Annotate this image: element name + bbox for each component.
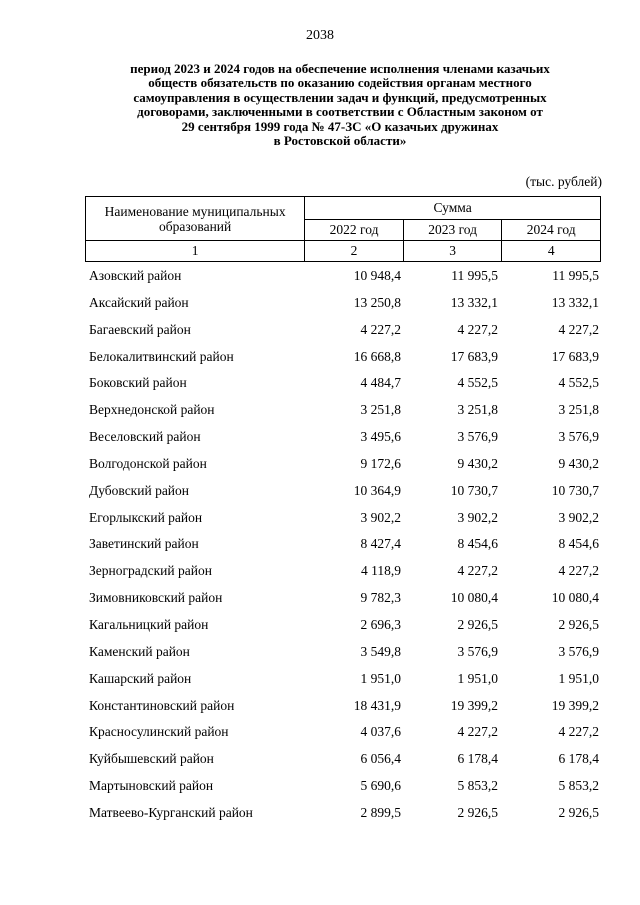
units-label: (тыс. рублей) bbox=[525, 174, 602, 189]
value-2023: 3 251,8 bbox=[457, 402, 498, 418]
value-2022: 3 495,6 bbox=[360, 429, 401, 445]
table-row bbox=[85, 264, 601, 291]
table-row bbox=[85, 479, 601, 506]
value-2022: 9 782,3 bbox=[360, 590, 401, 606]
value-2022: 5 690,6 bbox=[360, 778, 401, 794]
table-row bbox=[85, 694, 601, 721]
value-2024: 4 227,2 bbox=[558, 724, 599, 740]
header-col-number: 4 bbox=[502, 241, 601, 262]
value-2024: 11 995,5 bbox=[552, 268, 599, 283]
municipality-name: Каменский район bbox=[89, 643, 190, 659]
value-2024: 17 683,9 bbox=[551, 348, 599, 364]
municipality-name: Боковский район bbox=[89, 375, 187, 391]
value-2022: 3 902,2 bbox=[360, 509, 401, 525]
value-2023: 19 399,2 bbox=[450, 697, 498, 713]
municipality-name: Кашарский район bbox=[89, 670, 192, 686]
value-2024: 3 576,9 bbox=[558, 643, 599, 659]
value-2023: 10 730,7 bbox=[450, 482, 498, 498]
value-2022: 3 251,8 bbox=[360, 402, 401, 418]
table-row bbox=[85, 613, 601, 640]
value-2022: 2 899,5 bbox=[360, 804, 401, 820]
value-2024: 6 178,4 bbox=[558, 751, 599, 767]
value-2024: 3 902,2 bbox=[558, 509, 599, 525]
table-row bbox=[85, 398, 601, 425]
municipality-name: Мартыновский район bbox=[89, 778, 214, 794]
header-name-column: Наименование муниципальных образований bbox=[86, 197, 305, 241]
header-year-2023: 2023 год bbox=[403, 220, 502, 241]
value-2023: 17 683,9 bbox=[450, 348, 498, 364]
title-line: период 2023 и 2024 годов на обеспечение исполнения членами казачьих bbox=[130, 61, 550, 76]
value-2023: 3 576,9 bbox=[457, 429, 498, 445]
value-2023: 5 853,2 bbox=[457, 778, 498, 794]
municipality-name: Зимовниковский район bbox=[89, 590, 223, 606]
table-row bbox=[85, 667, 601, 694]
value-2023: 13 332,1 bbox=[450, 294, 498, 310]
table-row bbox=[85, 425, 601, 452]
value-2022: 1 951,0 bbox=[360, 670, 401, 686]
value-2023: 9 430,2 bbox=[457, 455, 498, 471]
value-2024: 9 430,2 bbox=[558, 455, 599, 471]
table-row bbox=[85, 452, 601, 479]
value-2024: 13 332,1 bbox=[551, 294, 599, 310]
value-2024: 19 399,2 bbox=[551, 697, 599, 713]
municipality-name: Матвеево-Курганский район bbox=[89, 804, 253, 820]
value-2023: 6 178,4 bbox=[457, 751, 498, 767]
title-line: обществ обязательств по оказанию содействия органам местного bbox=[148, 75, 532, 91]
value-2024: 4 227,2 bbox=[558, 563, 599, 579]
page-number: 2038 bbox=[306, 28, 334, 43]
municipality-name: Дубовский район bbox=[89, 482, 190, 498]
value-2023: 10 080,4 bbox=[450, 590, 498, 606]
value-2022: 4 037,6 bbox=[360, 724, 401, 740]
header-col-number: 1 bbox=[86, 241, 305, 262]
header-year-2024: 2024 год bbox=[502, 220, 601, 241]
value-2023: 3 902,2 bbox=[457, 509, 498, 525]
municipality-name: Багаевский район bbox=[89, 321, 191, 337]
value-2024: 5 853,2 bbox=[558, 778, 599, 794]
table-row bbox=[85, 801, 601, 828]
value-2024: 10 080,4 bbox=[551, 590, 599, 606]
municipality-name: Куйбышевский район bbox=[89, 751, 214, 767]
value-2023: 8 454,6 bbox=[457, 536, 498, 552]
table-row bbox=[85, 747, 601, 774]
table-row bbox=[85, 559, 601, 586]
table-body bbox=[85, 264, 601, 828]
value-2023: 4 227,2 bbox=[457, 724, 498, 740]
municipality-name: Заветинский район bbox=[89, 536, 199, 552]
value-2022: 9 172,6 bbox=[360, 455, 401, 471]
title-line: договорами, заключенными в соответствии с Областным законом от bbox=[137, 104, 543, 120]
table-row bbox=[85, 774, 601, 801]
value-2022: 13 250,8 bbox=[353, 294, 401, 310]
header-col-number: 2 bbox=[305, 241, 404, 262]
value-2022: 8 427,4 bbox=[360, 536, 401, 552]
table-row bbox=[85, 371, 601, 398]
municipality-name: Кагальницкий район bbox=[89, 616, 209, 632]
municipality-name: Красносулинский район bbox=[89, 724, 229, 740]
municipality-name: Константиновский район bbox=[89, 697, 235, 713]
value-2024: 8 454,6 bbox=[558, 536, 599, 552]
title-line: 29 сентября 1999 года № 47-ЗС «О казачьих дружинах bbox=[181, 118, 499, 134]
value-2024: 1 951,0 bbox=[558, 670, 599, 686]
value-2023: 2 926,5 bbox=[457, 616, 498, 632]
value-2024: 2 926,5 bbox=[558, 804, 599, 820]
table-row bbox=[85, 532, 601, 559]
value-2023: 11 995,5 bbox=[451, 268, 498, 283]
value-2023: 1 951,0 bbox=[457, 670, 498, 686]
value-2022: 4 227,2 bbox=[360, 321, 401, 337]
table-row bbox=[85, 345, 601, 372]
municipality-name: Верхнедонской район bbox=[89, 402, 215, 418]
table-row bbox=[85, 640, 601, 667]
municipality-name: Волгодонской район bbox=[89, 455, 207, 471]
value-2024: 4 552,5 bbox=[558, 375, 599, 391]
value-2023: 4 227,2 bbox=[457, 321, 498, 337]
value-2022: 6 056,4 bbox=[360, 751, 401, 767]
value-2024: 2 926,5 bbox=[558, 616, 599, 632]
municipality-name: Егорлыкский район bbox=[89, 509, 203, 525]
municipality-name: Азовский район bbox=[89, 268, 182, 283]
value-2023: 4 552,5 bbox=[457, 375, 498, 391]
table-row bbox=[85, 506, 601, 533]
title-line: в Ростовской области» bbox=[273, 133, 407, 149]
value-2023: 3 576,9 bbox=[457, 643, 498, 659]
value-2022: 10 364,9 bbox=[353, 482, 401, 498]
value-2022: 2 696,3 bbox=[360, 616, 401, 632]
value-2022: 10 948,4 bbox=[353, 268, 401, 283]
value-2022: 3 549,8 bbox=[360, 643, 401, 659]
header-sum: Сумма bbox=[305, 197, 601, 220]
value-2024: 10 730,7 bbox=[551, 482, 599, 498]
value-2022: 4 118,9 bbox=[361, 563, 401, 579]
value-2023: 4 227,2 bbox=[457, 563, 498, 579]
value-2022: 18 431,9 bbox=[353, 697, 401, 713]
table-row bbox=[85, 720, 601, 747]
table-row bbox=[85, 318, 601, 345]
table-header bbox=[85, 196, 601, 262]
document-title bbox=[80, 62, 600, 148]
table-row bbox=[85, 291, 601, 318]
header-year-2022: 2022 год bbox=[305, 220, 404, 241]
municipality-name: Аксайский район bbox=[89, 294, 189, 310]
table-row bbox=[85, 586, 601, 613]
value-2023: 2 926,5 bbox=[457, 804, 498, 820]
value-2022: 4 484,7 bbox=[360, 375, 401, 391]
municipality-name: Веселовский район bbox=[89, 429, 201, 445]
value-2024: 4 227,2 bbox=[558, 321, 599, 337]
value-2024: 3 251,8 bbox=[558, 402, 599, 418]
title-line: самоуправления в осуществлении задач и функций, предусмотренных bbox=[133, 89, 547, 105]
municipality-name: Зерноградский район bbox=[89, 563, 212, 579]
municipality-name: Белокалитвинский район bbox=[89, 348, 234, 364]
header-col-number: 3 bbox=[403, 241, 502, 262]
value-2024: 3 576,9 bbox=[558, 429, 599, 445]
value-2022: 16 668,8 bbox=[353, 348, 401, 364]
